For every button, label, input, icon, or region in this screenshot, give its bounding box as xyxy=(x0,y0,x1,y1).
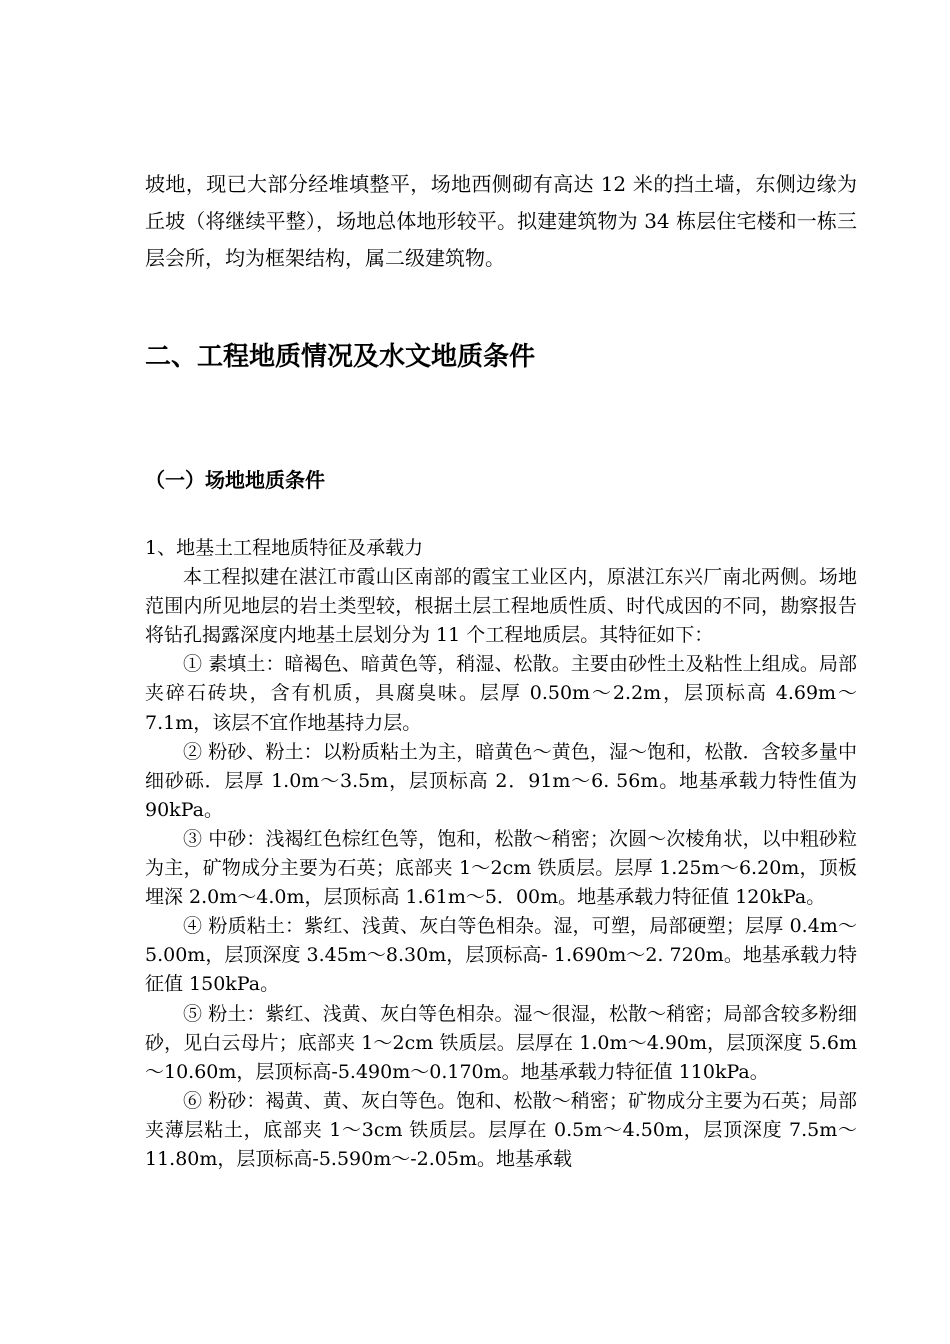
body-section xyxy=(145,534,857,1174)
layer-paragraph-6: ⑥ 粉砂：褐黄、黄、灰白等色。饱和、松散～稍密；矿物成分主要为石英；局部夹薄层粘土，底部夹 1～3cm 铁质层。层厚在 0.5m～4.50m，层顶深度 7.5m～ 11.80m，层顶标高-5.590m～-2.05m。地基承载 xyxy=(145,1089,857,1170)
layer-paragraph-5: ⑤ 粉土：紫红、浅黄、灰白等色相杂。湿～很湿，松散～稍密；局部含较多粉细砂，见白云母片；底部夹 1～2cm 铁质层。层厚在 1.0m～4.90m，层顶深度 5.6m～10.60m，层顶标高-5.490m～0.170m。地基承载力特征值 110kPa。 xyxy=(145,1002,857,1083)
subsection-heading: （一）场地地质条件 xyxy=(145,468,325,492)
layer-paragraph-1: ① 素填土：暗褐色、暗黄色等，稍湿、松散。主要由砂性土及粘性上组成。局部夹碎石砖块，含有机质，具腐臭味。层厚 0.50m～2.2m，层顶标高 4.69m～7.1m，该层不宜作地基持力层。 xyxy=(145,653,857,734)
layer-paragraph-2: ② 粉砂、粉土：以粉质粘土为主，暗黄色～黄色，湿～饱和，松散．含较多量中细砂砾．层厚 1.0m～3.5m，层顶标高 2．91m～6. 56m。地基承载力特性值为 90kPa。 xyxy=(145,740,857,821)
intro-paragraph: 坡地，现已大部分经堆填整平，场地西侧砌有高达 12 米的挡土墙，东侧边缘为丘坡（将继续平整），场地总体地形较平。拟建建筑物为 34 栋层住宅楼和一栋三层会所，均为框架结构，属二级建筑物。 xyxy=(145,172,857,270)
layer-paragraph-4: ④ 粉质粘土：紫红、浅黄、灰白等色相杂。湿，可塑，局部硬塑；层厚 0.4m～5.00m，层顶深度 3.45m～8.30m，层顶标高- 1.690m～2. 720m。地基承载力特征值 150kPa。 xyxy=(145,915,857,996)
layer-paragraph-3: ③ 中砂：浅褐红色棕红色等，饱和，松散～稍密；次圆～次棱角状，以中粗砂粒为主，矿物成分主要为石英；底部夹 1～2cm 铁质层。层厚 1.25m～6.20m，顶板埋深 2.0m～4.0m，层顶标高 1.61m～5．00m。地基承载力特征值 120kPa。 xyxy=(145,827,857,909)
item-title: 1、地基土工程地质特征及承载力 xyxy=(145,537,424,559)
intro-section xyxy=(145,166,857,277)
overview-paragraph: 本工程拟建在湛江市霞山区南部的霞宝工业区内，原湛江东兴厂南北两侧。场地范围内所见地层的岩土类型较，根据土层工程地质性质、时代成因的不同，勘察报告将钻孔揭露深度内地基土层划分为 11 个工程地质层。其特征如下： xyxy=(145,566,857,647)
section-heading: 二、工程地质情况及水文地质条件 xyxy=(145,342,536,372)
